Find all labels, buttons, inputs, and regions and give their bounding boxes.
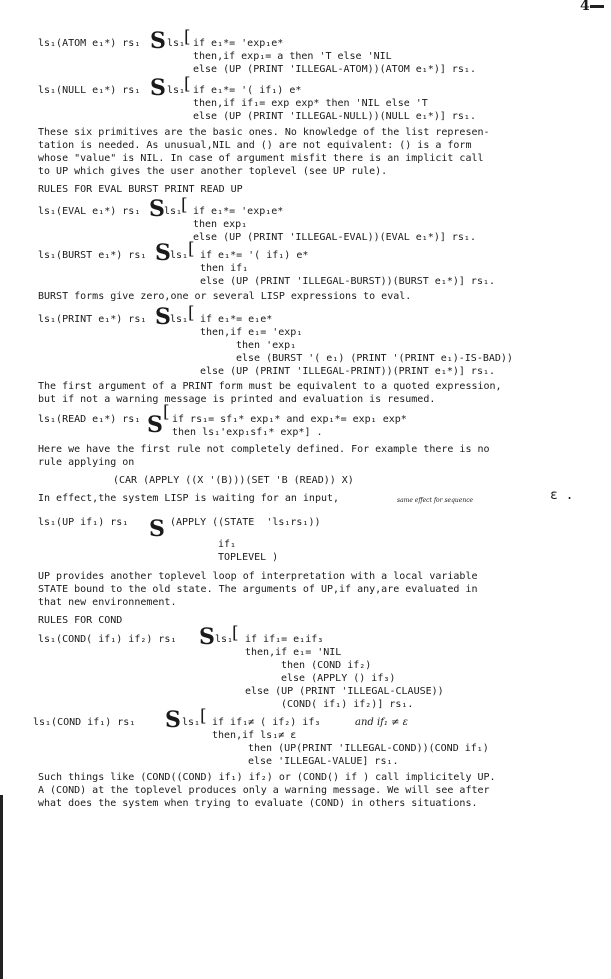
up-rule-head: ls₁(UP if₁) rs₁ <box>38 517 129 528</box>
read-rule-then: then ls₁'exp₁sf₁* exp*] . <box>172 427 323 438</box>
epsilon-symbol: ε . <box>550 488 574 503</box>
null-rule-cond: if e₁*= '( if₁) e* <box>193 85 302 96</box>
burst-rule-cond: if e₁*= '( if₁) e* <box>200 250 309 261</box>
open-bracket: [ <box>184 27 191 47</box>
atom-rule-head: ls₁(ATOM e₁*) rs₁ <box>38 38 141 49</box>
transition-symbol: S <box>149 196 165 222</box>
atom-rule-lhs: ls₁ <box>167 38 186 49</box>
text-line: These six primitives are the basic ones. No knowledge of the list represen- <box>38 127 490 138</box>
print-rule-line: else (BURST '( e₁) (PRINT '(PRINT e₁)-IS-BAD)) <box>236 353 513 364</box>
burst-rule-head: ls₁(BURST e₁*) rs₁ <box>38 250 147 261</box>
eval-rule-lhs: ls₁ <box>164 206 183 217</box>
null-rule-else: else (UP (PRINT 'ILLEGAL-NULL))(NULL e₁*)] rs₁. <box>193 111 476 122</box>
up-rule-line: if₁ <box>218 539 237 550</box>
atom-rule-then: then,if exp₁= a then 'T else 'NIL <box>193 51 392 62</box>
section-heading-cond: RULES FOR COND <box>38 615 123 626</box>
text-line: A (COND) at the toplevel produces only a warning message. We will see after <box>38 785 490 796</box>
open-bracket: [ <box>188 303 195 323</box>
up-rule-rhs: (APPLY ((STATE 'ls₁rs₁)) <box>170 517 321 528</box>
text-line: that new environnement. <box>38 597 177 608</box>
atom-rule-else: else (UP (PRINT 'ILLEGAL-ATOM))(ATOM e₁*)] rs₁. <box>193 64 476 75</box>
text-line: Such things like (COND((COND) if₁) if₂) or (COND() if ) call implicitely UP. <box>38 772 496 783</box>
open-bracket: [ <box>184 74 191 94</box>
text-line: STATE bound to the old state. The arguments of UP,if any,are evaluated in <box>38 584 478 595</box>
null-rule-head: ls₁(NULL e₁*) rs₁ <box>38 85 141 96</box>
eval-rule-cond: if e₁*= 'exp₁e* <box>193 206 284 217</box>
corner-mark <box>590 5 604 8</box>
cond-rule-lhs: ls₁ <box>215 634 234 645</box>
text-line: The first argument of a PRINT form must be equivalent to a quoted expression, <box>38 381 502 392</box>
null-rule-then: then,if if₁= exp exp* then 'NIL else 'T <box>193 98 428 109</box>
cond-rule-cond: if if₁≠ ( if₂) if₃ <box>212 717 321 728</box>
eval-rule-else: else (UP (PRINT 'ILLEGAL-EVAL))(EVAL e₁*)] rs₁. <box>193 232 476 243</box>
cond-rule-line: else (APPLY () if₃) <box>281 673 396 684</box>
print-rule-lhs: ls₁ <box>170 314 189 325</box>
section-heading-eval: RULES FOR EVAL BURST PRINT READ UP <box>38 184 243 195</box>
open-bracket: [ <box>181 195 188 215</box>
open-bracket: [ <box>188 239 195 259</box>
burst-rule-lhs: ls₁ <box>170 250 189 261</box>
null-rule-lhs: ls₁ <box>167 85 186 96</box>
open-bracket: [ <box>232 623 239 643</box>
cond-rule-head: ls₁(COND if₁) rs₁ <box>33 717 136 728</box>
handwritten-condition: and if₁ ≠ ε <box>355 717 408 728</box>
transition-symbol: S <box>155 304 171 330</box>
cond-rule-cond: if if₁= e₁if₃ <box>245 634 324 645</box>
up-rule-line: TOPLEVEL ) <box>218 552 279 563</box>
scan-edge-mark <box>0 795 3 979</box>
print-rule-line: then,if e₁= 'exp₁ <box>200 327 303 338</box>
cond-rule-line: else (UP (PRINT 'ILLEGAL-CLAUSE)) <box>245 686 444 697</box>
cond-rule-lhs: ls₁ <box>182 717 201 728</box>
transition-symbol: S <box>150 75 166 101</box>
text-line: Here we have the first rule not completely defined. For example there is no <box>38 444 490 455</box>
text-line: In effect,the system LISP is waiting for an input, <box>38 493 340 504</box>
cond-rule-line: (COND( if₁) if₂)] rs₁. <box>281 699 414 710</box>
print-rule-line: then 'exp₁ <box>236 340 297 351</box>
text-line: but if not a warning message is printed and evaluation is resumed. <box>38 394 436 405</box>
eval-rule-head: ls₁(EVAL e₁*) rs₁ <box>38 206 141 217</box>
text-line: UP provides another toplevel loop of interpretation with a local variable <box>38 571 478 582</box>
print-rule-cond: if e₁*= e₁e* <box>200 314 273 325</box>
text-line: whose "value" is NIL. In case of argument misfit there is an implicit call <box>38 153 484 164</box>
cond-rule-line: then (COND if₂) <box>281 660 372 671</box>
text-line: tation is needed. As unusual,NIL and () are not equivalent: () is a form <box>38 140 472 151</box>
open-bracket: [ <box>200 706 207 726</box>
text-line: to UP which gives the user another toplevel (see UP rule). <box>38 166 388 177</box>
cond-rule-line: then,if e₁= 'NIL <box>245 647 342 658</box>
transition-symbol: S <box>150 28 166 54</box>
transition-symbol: S <box>155 240 171 266</box>
read-rule-cond: if rs₁= sf₁* exp₁* and exp₁*= exp₁ exp* <box>172 414 407 425</box>
atom-rule-cond: if e₁*= 'exp₁e* <box>193 38 284 49</box>
text-line: rule applying on <box>38 457 135 468</box>
open-bracket: [ <box>163 402 170 422</box>
burst-note: BURST forms give zero,one or several LISP expressions to eval. <box>38 291 412 302</box>
burst-rule-else: else (UP (PRINT 'ILLEGAL-BURST))(BURST e₁*)] rs₁. <box>200 276 496 287</box>
cond-rule-line: then (UP(PRINT 'ILLEGAL-COND))(COND if₁) <box>248 743 489 754</box>
print-rule-head: ls₁(PRINT e₁*) rs₁ <box>38 314 147 325</box>
page-number: 4 <box>580 0 590 14</box>
transition-symbol: S <box>149 516 165 542</box>
transition-symbol: S <box>147 412 163 438</box>
text-line: what does the system when trying to evaluate (COND) in others situations. <box>38 798 478 809</box>
transition-symbol: S <box>165 707 181 733</box>
example-expression: (CAR (APPLY ((X '(B)))(SET 'B (READ)) X) <box>113 475 354 486</box>
transition-symbol: S <box>199 624 215 650</box>
cond-rule-head: ls₁(COND( if₁) if₂) rs₁ <box>38 634 177 645</box>
cond-rule-line: then,if ls₁≠ ε <box>212 730 297 741</box>
handwritten-note: same effect for sequence <box>397 497 474 504</box>
read-rule-head: ls₁(READ e₁*) rs₁ <box>38 414 141 425</box>
eval-rule-then: then exp₁ <box>193 219 248 230</box>
print-rule-line: else (UP (PRINT 'ILLEGAL-PRINT))(PRINT e₁*)] rs₁. <box>200 366 496 377</box>
cond-rule-line: else 'ILLEGAL-VALUE] rs₁. <box>248 756 399 767</box>
burst-rule-then: then if₁ <box>200 263 249 274</box>
